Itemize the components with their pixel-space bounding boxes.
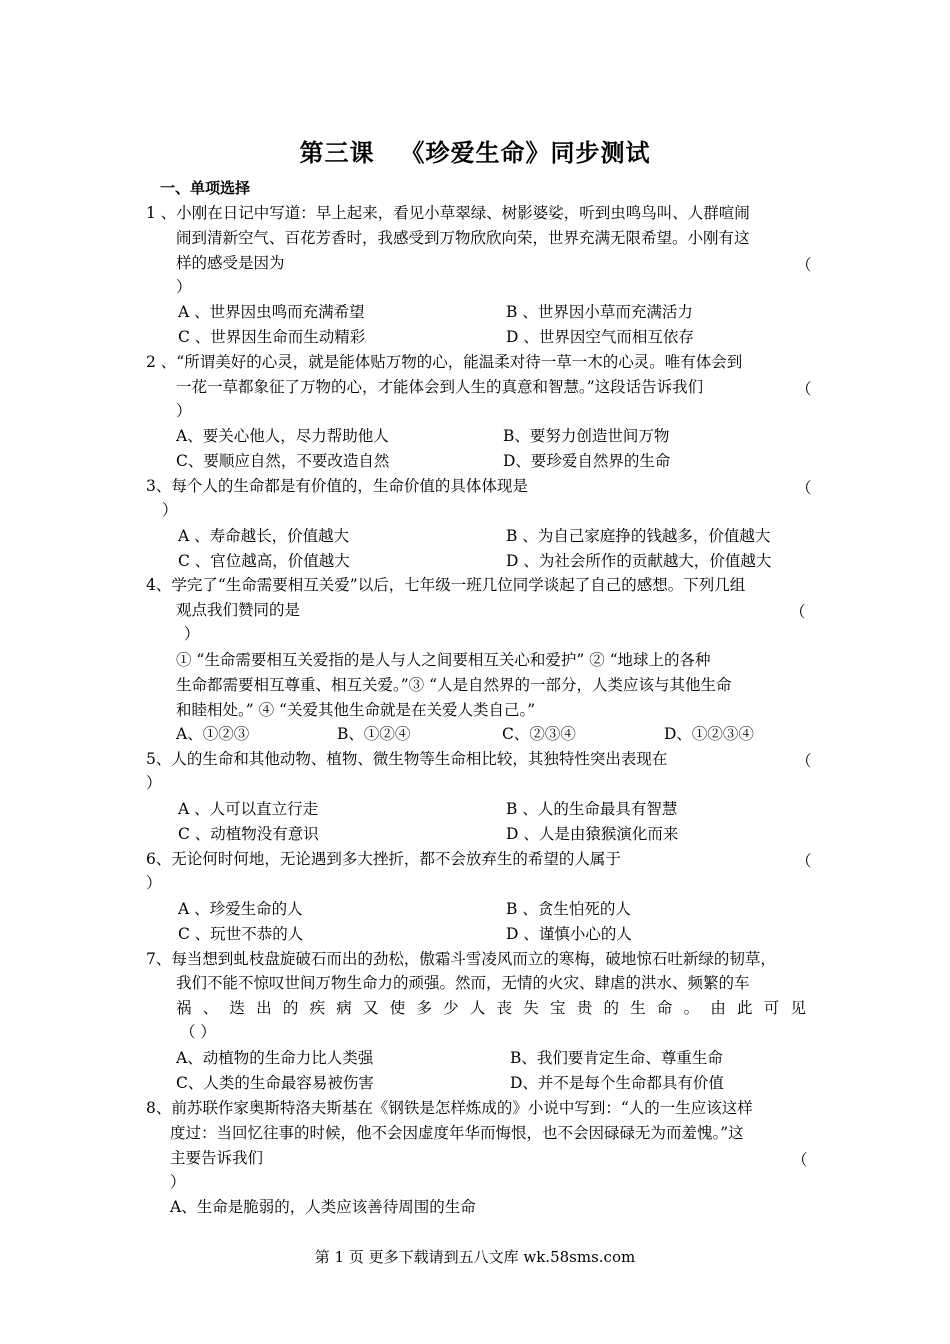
q3-option-b: B 、为自己家庭挣的钱越多，价值越大 (506, 527, 771, 545)
q4-statement-line-2: 生命都需要相互尊重、相互关爱。”③ “人是自然界的一部分，人类应该与其他生命 (176, 676, 732, 694)
q3-paren-close: ） (162, 501, 178, 519)
page-footer: 第 1 页 更多下载请到五八文库 wk.58sms.com (314, 1248, 636, 1266)
q1-line-2: 闹到清新空气、百花芳香时，我感受到万物欣欣向荣，世界充满无限希望。小刚有这 (176, 229, 750, 247)
q3-line-1: 3、每个人的生命都是有价值的，生命价值的具体体现是 (146, 477, 528, 495)
q1-option-d: D 、世界因空气而相互依存 (506, 328, 694, 346)
q8-line-1: 8、前苏联作家奥斯特洛夫斯基在《钢铁是怎样炼成的》小说中写到：“人的一生应该这样 (146, 1099, 753, 1117)
q7-option-d: D、并不是每个生命都具有价值 (510, 1074, 724, 1092)
q5-option-d: D 、人是由猿猴演化而来 (506, 825, 679, 843)
section-heading: 一、单项选择 (160, 179, 251, 197)
q4-statement-line-3: 和睦相处。” ④ “关爱其他生命就是在关爱人类自己。” (176, 701, 536, 719)
title-lesson: 第三课 (299, 138, 375, 167)
q2-option-d: D、要珍爱自然界的生命 (503, 452, 671, 470)
q2-line-2: 一花一草都象征了万物的心，才能体会到人生的真意和智慧。”这段话告诉我们 (176, 378, 704, 396)
q7-line-1: 7、每当想到虬枝盘旋破石而出的劲松，傲霜斗雪凌风而立的寒梅，破地惊石吐新绿的韧草， (146, 950, 776, 968)
q5-option-a: A 、人可以直立行走 (178, 800, 319, 818)
q8-paren-open: （ (792, 1151, 808, 1169)
q7-option-b: B、我们要肯定生命、尊重生命 (510, 1049, 723, 1067)
q6-option-a: A 、珍爱生命的人 (178, 900, 303, 918)
q2-option-c: C、要顺应自然，不要改造自然 (176, 452, 390, 470)
q4-option-a: A、①②③ (176, 725, 250, 743)
q5-option-b: B 、人的生命最具有智慧 (506, 800, 678, 818)
q4-line-1: 4、学完了“生命需要相互关爱”以后，七年级一班几位同学谈起了自己的感想。下列几组 (146, 576, 746, 594)
q4-option-d: D、①②③④ (664, 725, 754, 743)
q5-line-1: 5、人的生命和其他动物、植物、微生物等生命相比较，其独特性突出表现在 (146, 750, 668, 768)
q3-paren-open: （ (796, 479, 812, 497)
q7-line-2: 我们不能不惊叹世间万物生命力的顽强。然而，无情的火灾、肆虐的洪水、频繁的车 (176, 974, 750, 992)
q1-line-1: 1 、小刚在日记中写道：早上起来，看见小草翠绿、树影婆娑，听到虫鸣鸟叫、人群喧闹 (146, 204, 750, 222)
q2-option-a: A、要关心他人，尽力帮助他人 (176, 427, 389, 445)
q2-paren-close: ） (176, 402, 192, 420)
q8-option-a: A、生命是脆弱的，人类应该善待周围的生命 (170, 1198, 476, 1216)
q6-paren-close: ） (146, 874, 162, 892)
q5-paren-close: ） (146, 774, 162, 792)
q1-paren-close: ） (176, 278, 192, 296)
q4-option-c: C、②③④ (502, 725, 576, 743)
q3-option-c: C 、官位越高，价值越大 (178, 552, 350, 570)
q3-option-a: A 、寿命越长，价值越大 (178, 527, 350, 545)
q6-line-1: 6、无论何时何地，无论遇到多大挫折，都不会放弃生的希望的人属于 (146, 850, 621, 868)
q6-option-b: B 、贪生怕死的人 (506, 900, 631, 918)
q1-option-c: C 、世界因生命而生动精彩 (178, 328, 366, 346)
q7-option-a: A、动植物的生命力比人类强 (176, 1049, 374, 1067)
q4-line-2: 观点我们赞同的是 (176, 601, 301, 619)
q8-line-2: 度过：当回忆往事的时候，他不会因虚度年华而悔恨，也不会因碌碌无为而羞愧。”这 (170, 1124, 744, 1142)
q8-line-3: 主要告诉我们 (170, 1149, 264, 1167)
q7-option-c: C、人类的生命最容易被伤害 (176, 1074, 374, 1092)
q4-statement-line-1: ① “生命需要相互关爱指的是人与人之间要相互关心和爱护” ② “地球上的各种 (176, 651, 711, 669)
title-topic: 《珍爱生命》同步测试 (400, 138, 651, 167)
q1-option-b: B 、世界因小草而充满活力 (506, 303, 693, 321)
q6-paren-open: （ (796, 852, 812, 870)
q8-paren-close: ） (170, 1173, 186, 1191)
q2-option-b: B、要努力创造世间万物 (503, 427, 670, 445)
q1-option-a: A 、世界因虫鸣而充满希望 (178, 303, 365, 321)
q1-paren-open: （ (796, 256, 812, 274)
q4-paren-open: （ (790, 603, 806, 621)
q5-option-c: C 、动植物没有意识 (178, 825, 319, 843)
q7-line-3: 祸、迭出的疾病又使多少人丧失宝贵的生命。由此可见 (176, 999, 806, 1017)
q4-paren-close: ） (184, 625, 200, 643)
q1-line-3: 样的感受是因为 (176, 254, 285, 272)
q2-line-1: 2 、“所谓美好的心灵，就是能体贴万物的心，能温柔对待一草一木的心灵。唯有体会到 (146, 353, 743, 371)
q6-option-d: D 、谨慎小心的人 (506, 925, 632, 943)
q4-option-b: B、①②④ (337, 725, 411, 743)
q2-paren-open: （ (796, 380, 812, 398)
q3-option-d: D 、为社会所作的贡献越大，价值越大 (506, 552, 772, 570)
page-title (0, 133, 950, 168)
q7-answer-paren: （ ） (180, 1023, 216, 1041)
q5-paren-open: （ (796, 752, 812, 770)
q6-option-c: C 、玩世不恭的人 (178, 925, 304, 943)
